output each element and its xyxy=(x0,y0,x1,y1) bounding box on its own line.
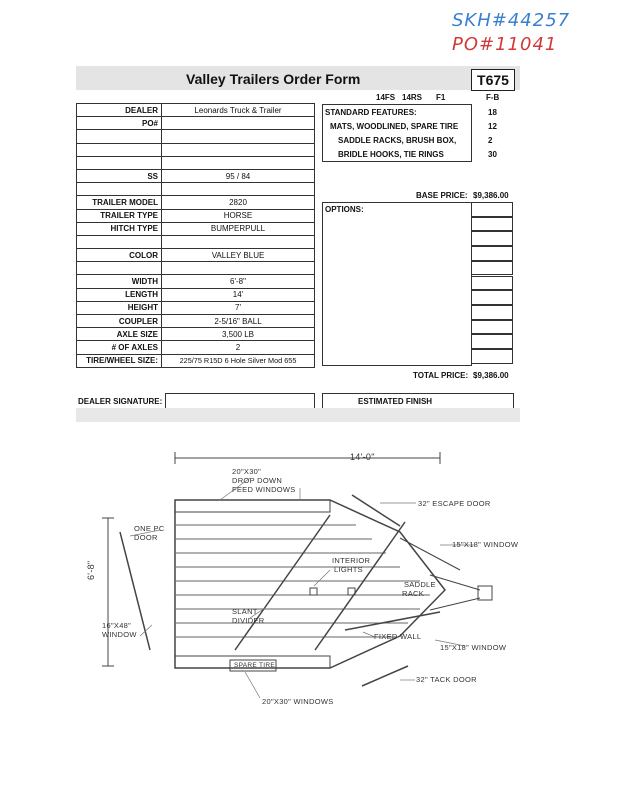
order-row-value[interactable]: 2 xyxy=(162,341,315,354)
order-row-label: WIDTH xyxy=(77,275,162,288)
feed-windows-label-1: 20"X30" xyxy=(232,467,262,476)
model-col-fb: F-B xyxy=(486,93,500,102)
order-row xyxy=(77,262,315,275)
window-16-label-1: 16"X48" xyxy=(102,621,132,630)
order-row-value[interactable]: 95 / 84 xyxy=(162,169,315,182)
order-row-value[interactable]: 225/75 R15D 6 Hole Silver Mod 655 xyxy=(162,354,315,367)
option-price-cell[interactable] xyxy=(471,246,513,261)
order-row xyxy=(77,143,315,156)
base-price-value: $9,386.00 xyxy=(473,191,509,200)
order-row-label: SS xyxy=(77,169,162,182)
order-row-label: TIRE/WHEEL SIZE: xyxy=(77,354,162,367)
order-row-value[interactable] xyxy=(162,262,315,275)
standard-feature-text: SADDLE RACKS, BRUSH BOX, xyxy=(338,136,457,145)
standard-feature-number: 2 xyxy=(488,136,493,145)
order-row-value[interactable]: VALLEY BLUE xyxy=(162,249,315,262)
windows-bottom-label: 20"X30" WINDOWS xyxy=(262,697,334,706)
option-price-cell[interactable] xyxy=(471,290,513,305)
order-row xyxy=(77,196,315,209)
order-row xyxy=(77,130,315,143)
order-row-label xyxy=(77,143,162,156)
order-row xyxy=(77,183,315,196)
option-price-cell[interactable] xyxy=(471,334,513,349)
order-row xyxy=(77,235,315,248)
handwritten-po-number: PO#11041 xyxy=(452,34,558,55)
front-wall xyxy=(175,500,330,512)
interior-lights-label-1: INTERIOR xyxy=(332,556,371,565)
order-row-value[interactable]: 3,500 LB xyxy=(162,328,315,341)
order-row xyxy=(77,209,315,222)
form-title: Valley Trailers Order Form xyxy=(186,71,361,87)
order-row-value[interactable] xyxy=(162,143,315,156)
dealer-signature-field[interactable] xyxy=(165,393,315,409)
order-details-table xyxy=(76,103,315,368)
length-dimension-label: 14'-0" xyxy=(350,452,375,462)
order-row xyxy=(77,169,315,182)
option-price-cell[interactable] xyxy=(471,320,513,335)
order-row-label: TRAILER TYPE xyxy=(77,209,162,222)
option-price-cell[interactable] xyxy=(471,276,513,291)
order-row-value[interactable]: 2820 xyxy=(162,196,315,209)
order-row-value[interactable]: BUMPERPULL xyxy=(162,222,315,235)
slant-divider-2 xyxy=(315,522,405,650)
one-pc-door-label-2: DOOR xyxy=(134,533,158,542)
order-row-label: TRAILER MODEL xyxy=(77,196,162,209)
option-price-cell[interactable] xyxy=(471,231,513,246)
order-row-label: AXLE SIZE xyxy=(77,328,162,341)
base-price-label: BASE PRICE: xyxy=(416,191,468,200)
handwritten-stock-number: SKH#44257 xyxy=(452,10,571,31)
standard-feature-text: MATS, WOODLINED, SPARE TIRE xyxy=(330,122,459,131)
model-col-14fs: 14FS xyxy=(376,93,396,102)
interior-lights-label-2: LIGHTS xyxy=(334,565,363,574)
order-row xyxy=(77,328,315,341)
slant-divider-label-1: SLANT xyxy=(232,607,258,616)
order-row-label: HEIGHT xyxy=(77,301,162,314)
standard-feature-number: 12 xyxy=(488,122,497,131)
option-price-cell[interactable] xyxy=(471,217,513,232)
order-row-value[interactable] xyxy=(162,130,315,143)
total-price-value: $9,386.00 xyxy=(473,371,509,380)
order-row-value[interactable] xyxy=(162,117,315,130)
order-row-label xyxy=(77,262,162,275)
order-row-label xyxy=(77,235,162,248)
order-row-value[interactable]: 6'-8" xyxy=(162,275,315,288)
trailer-floor-plan xyxy=(0,440,618,730)
hitch-tongue-top xyxy=(430,575,480,590)
total-price-label: TOTAL PRICE: xyxy=(413,371,469,380)
standard-feature-number: 18 xyxy=(488,108,497,117)
model-col-14rs: 14RS xyxy=(402,93,423,102)
window-15-top-label: 15"X18" WINDOW xyxy=(452,540,519,549)
window-16-label-2: WINDOW xyxy=(102,630,137,639)
form-number-box: T675 xyxy=(471,69,515,91)
tack-door xyxy=(362,666,408,686)
order-row xyxy=(77,117,315,130)
order-row-label: HITCH TYPE xyxy=(77,222,162,235)
scan-shadow-band xyxy=(76,408,520,422)
order-row-label xyxy=(77,130,162,143)
hitch-tongue-bottom xyxy=(430,598,480,610)
interior-light-1 xyxy=(310,588,317,595)
slant-divider-label-2: DIVIDER xyxy=(232,616,265,625)
tack-door-label: 32" TACK DOOR xyxy=(416,675,477,684)
estimated-finish-label: ESTIMATED FINISH xyxy=(358,397,433,406)
spare-tire-label: SPARE TIRE xyxy=(234,662,276,669)
order-row-value[interactable]: 2-5/16" BALL xyxy=(162,315,315,328)
order-row-value[interactable] xyxy=(162,235,315,248)
standard-feature-text: BRIDLE HOOKS, TIE RINGS xyxy=(338,150,444,159)
order-row-label: # OF AXLES xyxy=(77,341,162,354)
order-row-value[interactable]: 7' xyxy=(162,301,315,314)
order-row xyxy=(77,301,315,314)
order-row-label xyxy=(77,156,162,169)
saddle-rack-label-1: SADDLE xyxy=(404,580,436,589)
order-row xyxy=(77,288,315,301)
order-row xyxy=(77,275,315,288)
order-row xyxy=(77,315,315,328)
order-row-value[interactable] xyxy=(162,183,315,196)
order-row-value[interactable] xyxy=(162,156,315,169)
option-price-cell[interactable] xyxy=(471,305,513,320)
saddle-rack-label-2: RACK xyxy=(402,589,425,598)
order-row-value[interactable]: Leonards Truck & Trailer xyxy=(162,104,315,117)
order-row xyxy=(77,104,315,117)
order-row-label: COUPLER xyxy=(77,315,162,328)
option-price-cell[interactable] xyxy=(471,349,513,364)
order-row-label: COLOR xyxy=(77,249,162,262)
order-row-value[interactable]: 14' xyxy=(162,288,315,301)
window-15-bottom-label: 15"X18" WINDOW xyxy=(440,643,507,652)
fixed-wall-label: FIXED WALL xyxy=(374,632,422,641)
options-label: OPTIONS: xyxy=(325,205,364,214)
option-price-cell[interactable] xyxy=(471,261,513,276)
order-row xyxy=(77,249,315,262)
order-row-label: LENGTH xyxy=(77,288,162,301)
order-row xyxy=(77,354,315,367)
hitch-coupler xyxy=(478,586,492,600)
escape-door-label: 32" ESCAPE DOOR xyxy=(418,499,491,508)
standard-feature-text: STANDARD FEATURES: xyxy=(325,108,417,117)
width-dimension-label: 6'-8" xyxy=(86,560,96,580)
feed-windows-label-2: DROP DOWN xyxy=(232,476,283,485)
order-row-label xyxy=(77,183,162,196)
standard-feature-number: 30 xyxy=(488,150,497,159)
order-row-label: PO# xyxy=(77,117,162,130)
order-row-label: DEALER xyxy=(77,104,162,117)
options-box xyxy=(322,202,472,366)
order-row-value[interactable]: HORSE xyxy=(162,209,315,222)
feed-windows-label-3: FEED WINDOWS xyxy=(232,485,296,494)
option-price-cell[interactable] xyxy=(471,202,513,217)
model-col-f1: F1 xyxy=(436,93,446,102)
one-pc-door-label-1: ONE PC xyxy=(134,524,165,533)
order-row xyxy=(77,222,315,235)
slant-divider-1 xyxy=(235,515,330,650)
order-row xyxy=(77,341,315,354)
fixed-wall xyxy=(345,612,440,630)
order-row xyxy=(77,156,315,169)
dealer-signature-label: DEALER SIGNATURE: xyxy=(78,397,163,406)
